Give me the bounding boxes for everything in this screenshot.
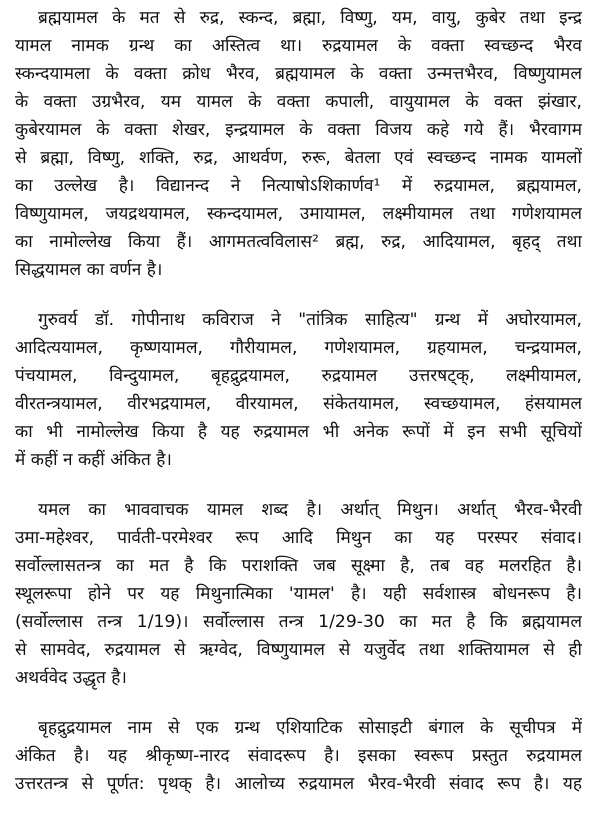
- text-line: गुरुवर्य डॉ. गोपीनाथ कविराज ने "तांत्रिक साहित्य" ग्रन्थ में अघोरयामल,: [38, 310, 582, 330]
- text-line: में कहीं न कहीं अंकित है।: [15, 450, 172, 470]
- text-line: के वक्ता उग्रभैरव, यम यामल के वक्ता कपाली, वायुयामल के वक्त झंखार,: [15, 92, 582, 112]
- text-line: उमा-महेश्वर, पार्वती-परमेश्वर रूप आदि मिथुन का यह परस्पर संवाद।: [15, 528, 582, 548]
- text-line: वीरतन्त्रयामल, वीरभद्रयामल, वीरयामल, संकेतयामल, स्वच्छयामल, हंसयामल: [15, 394, 582, 414]
- text-line: का नामोल्लेख किया हैं। आगमतत्वविलास² ब्रह्म, रुद्र, आदियामल, बृहद् तथा: [15, 232, 582, 252]
- text-line: बृहद्रुद्रयामल नाम से एक ग्रन्थ एशियाटिक सोसाइटी बंगाल के सूचीपत्र में: [38, 718, 582, 738]
- text-line: से ब्रह्मा, विष्णु, शक्ति, रुद्र, आथर्वण, रुरू, बेतला एवं स्वच्छन्द नामक यामलों: [15, 148, 582, 168]
- text-line: का उल्लेख है। विद्यानन्द ने नित्याषोऽशिकार्णव¹ में रुद्रयामल, ब्रह्मयामल,: [15, 176, 582, 196]
- text-line: आदित्ययामल, कृष्णयामल, गौरीयामल, गणेशयामल, ग्रहयामल, चन्द्रयामल,: [15, 338, 582, 358]
- text-line: अथर्ववेद उद्धृत है।: [15, 668, 127, 688]
- text-line: से सामवेद, रुद्रयामल से ऋग्वेद, विष्णुयामल से यजुर्वेद तथा शक्तियामल से ही: [15, 640, 582, 660]
- text-line: ब्रह्मयामल के मत से रुद्र, स्कन्द, ब्रह्मा, विष्णु, यम, वायु, कुबेर तथा इन्द्र: [38, 8, 582, 28]
- text-line: पंचयामल, विन्दुयामल, बृहद्रुद्रयामल, रुद्रयामल उत्तरषट्क्, लक्ष्मीयामल,: [15, 366, 582, 386]
- text-line: कुबेरयामल के वक्ता शेखर, इन्द्रयामल के वक्ता विजय कहे गये हैं। भैरवागम: [15, 120, 582, 140]
- text-line: विष्णुयामल, जयद्रथयामल, स्कन्दयामल, उमायामल, लक्ष्मीयामल तथा गणेशयामल: [15, 204, 582, 224]
- text-line: (सर्वोल्लास तन्त्र 1/19)। सर्वोल्लास तन्त्र 1/29-30 का मत है कि ब्रह्मयामल: [15, 612, 582, 632]
- text-line: यमल का भाववाचक यामल शब्द है। अर्थात् मिथुन। अर्थात् भैरव-भैरवी: [38, 500, 582, 520]
- text-line: यामल नामक ग्रन्थ का अस्तित्व था। रुद्रयामल के वक्ता स्वच्छन्द भैरव: [15, 36, 582, 56]
- text-line: स्कन्दयामला के वक्ता क्रोध भैरव, ब्रह्मयामल के वक्ता उन्मत्तभैरव, विष्णुयामल: [15, 64, 582, 84]
- text-line: सर्वोल्लासतन्त्र का मत है कि पराशक्ति जब सूक्ष्मा है, तब वह मलरहित है।: [15, 556, 582, 576]
- text-line: सिद्धयामल का वर्णन है।: [15, 260, 163, 280]
- text-line: का भी नामोल्लेख किया है यह रुद्रयामल भी अनेक रूपों में इन सभी सूचियों: [15, 422, 582, 442]
- text-line: स्थूलरूपा होने पर यह मिथुनात्मिका 'यामल' है। यही सर्वशास्त्र बोधनरूप है।: [15, 584, 582, 604]
- text-line: अंकित है। यह श्रीकृष्ण-नारद संवादरूप है। इसका स्वरूप प्रस्तुत रुद्रयामल: [15, 746, 582, 766]
- text-line: उत्तरतन्त्र से पूर्णत: पृथक् है। आलोच्य रुद्रयामल भैरव-भैरवी संवाद रूप है। यह: [15, 774, 582, 794]
